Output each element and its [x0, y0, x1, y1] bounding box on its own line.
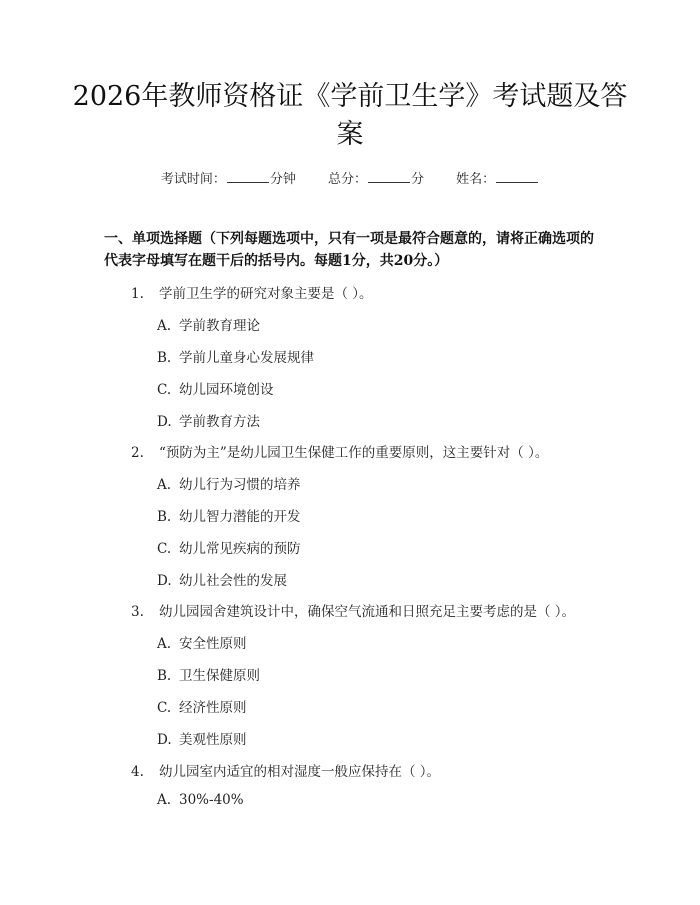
question-1 [131, 282, 373, 302]
option-letter: D. [157, 573, 172, 589]
option-item [157, 792, 244, 808]
question-3 [131, 600, 575, 620]
option-letter: C. [157, 541, 172, 557]
total-score-label: 总分： [327, 172, 367, 187]
option-text: 幼儿常见疾病的预防 [179, 541, 301, 557]
option-letter: B. [157, 668, 172, 684]
total-score-blank [368, 170, 410, 183]
question-number: 1. [131, 286, 144, 302]
option-letter: B. [157, 350, 172, 366]
option-item [157, 569, 287, 589]
option-item [157, 346, 314, 366]
option-item [157, 378, 274, 398]
option-text: 学前教育理论 [179, 318, 260, 334]
exam-time-label: 考试时间： [160, 172, 226, 187]
option-text: 幼儿智力潜能的开发 [179, 509, 301, 525]
option-item [157, 505, 301, 525]
option-text: 学前教育方法 [179, 414, 260, 430]
question-2 [131, 441, 548, 461]
option-item [157, 664, 260, 684]
option-item [157, 632, 247, 652]
option-text: 幼儿社会性的发展 [179, 573, 287, 589]
student-name-label: 姓名： [456, 172, 496, 187]
exam-time-unit: 分钟 [269, 172, 296, 187]
option-text: 安全性原则 [179, 636, 247, 652]
option-item [157, 473, 301, 493]
option-text: 幼儿行为习惯的培养 [179, 477, 301, 493]
option-letter: A. [157, 318, 172, 334]
option-letter: C. [157, 382, 172, 398]
exam-time [161, 168, 296, 187]
option-letter: D. [157, 732, 172, 748]
question-text: 幼儿园园舍建筑设计中，确保空气流通和日照充足主要考虑的是（ ）。 [159, 604, 576, 620]
question-text: 学前卫生学的研究对象主要是（ ）。 [159, 286, 373, 302]
question-number: 4. [131, 764, 144, 780]
option-letter: D. [157, 414, 172, 430]
question-number: 3. [131, 604, 144, 620]
question-4 [131, 760, 440, 780]
option-text: 美观性原则 [179, 732, 247, 748]
total-score-unit: 分 [411, 172, 425, 187]
page-title: 2026年教师资格证《学前卫生学》考试题及答案 [72, 81, 628, 150]
option-text: 经济性原则 [179, 700, 247, 716]
option-text: 卫生保健原则 [179, 668, 260, 684]
option-letter: A. [157, 636, 172, 652]
option-text: 30%-40% [179, 792, 244, 808]
option-text: 幼儿园环境创设 [179, 382, 274, 398]
option-letter: C. [157, 700, 172, 716]
student-name-blank [496, 170, 538, 183]
section-heading: 一、单项选择题（下列每题选项中，只有一项是最符合题意的，请将正确选项的代表字母填写在题干后的括号内。每题1分，共20分。） [104, 231, 594, 269]
total-score [328, 168, 424, 187]
question-text: “预防为主”是幼儿园卫生保健工作的重要原则，这主要针对（ ）。 [159, 445, 549, 461]
option-item [157, 696, 247, 716]
student-name [456, 168, 539, 187]
option-item [157, 314, 260, 334]
option-letter: B. [157, 509, 172, 525]
question-number: 2. [131, 445, 144, 461]
option-letter: A. [157, 792, 172, 808]
option-letter: A. [157, 477, 172, 493]
option-item [157, 728, 247, 748]
question-text: 幼儿园室内适宜的相对湿度一般应保持在（ ）。 [159, 764, 441, 780]
exam-meta [0, 168, 700, 187]
option-item [157, 537, 301, 557]
option-text: 学前儿童身心发展规律 [179, 350, 314, 366]
option-item [157, 410, 260, 430]
exam-time-blank [227, 170, 269, 183]
